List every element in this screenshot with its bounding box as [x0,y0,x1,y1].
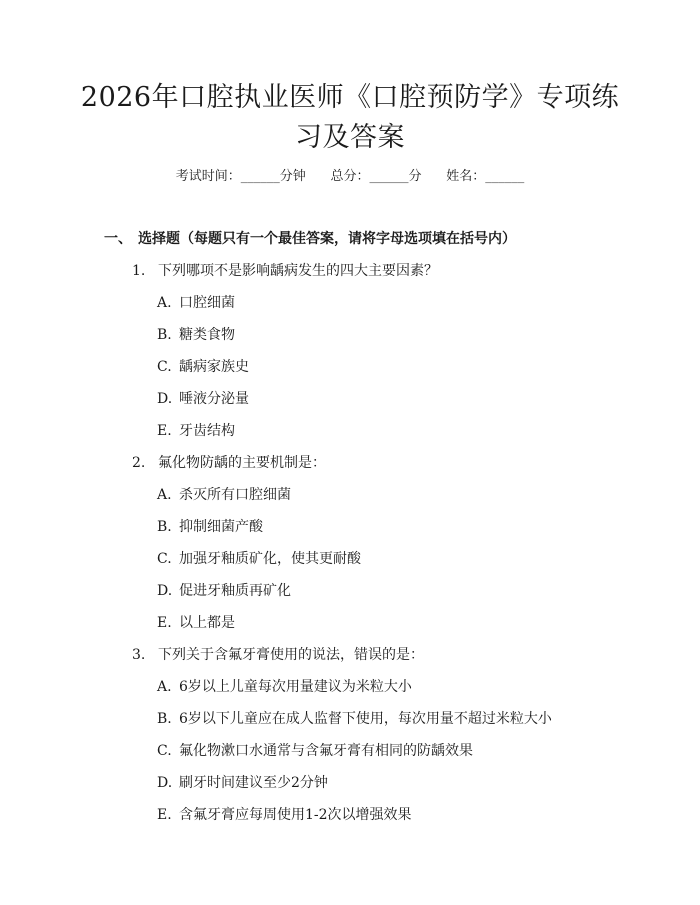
section-title: 选择题（每题只有一个最佳答案，请将字母选项填在括号内） [138,231,516,247]
option-letter: B. [157,519,172,535]
question-text: 氟化物防龋的主要机制是： [158,455,326,471]
option-text: 加强牙釉质矿化，使其更耐酸 [179,551,361,567]
document-title [60,78,640,158]
option-text: 糖类食物 [179,327,235,343]
option-3a [157,677,412,697]
option-text: 抑制细菌产酸 [179,519,263,535]
question-1 [132,261,438,281]
option-letter: A. [157,295,172,311]
option-letter: E. [157,615,172,631]
option-text: 6岁以下儿童应在成人监督下使用，每次用量不超过米粒大小 [179,711,552,727]
option-2d [157,581,291,601]
option-text: 6岁以上儿童每次用量建议为米粒大小 [179,679,412,695]
option-text: 促进牙釉质再矿化 [179,583,291,599]
question-number: 1. [132,263,146,279]
option-letter: C. [157,743,172,759]
section-number: 一、 [104,231,132,247]
option-letter: D. [157,775,173,791]
option-letter: C. [157,551,172,567]
option-3d [157,773,328,793]
option-letter: B. [157,327,172,343]
option-text: 含氟牙膏应每周使用1-2次以增强效果 [179,807,412,823]
option-text: 杀灭所有口腔细菌 [179,487,291,503]
title-line-2: 习及答案 [295,122,405,153]
option-1d [157,389,249,409]
title-line-1: 2026年口腔执业医师《口腔预防学》专项练 [80,82,620,113]
option-letter: A. [157,487,172,503]
option-letter: E. [157,423,172,439]
option-letter: A. [157,679,172,695]
question-text: 下列哪项不是影响龋病发生的四大主要因素？ [158,263,438,279]
option-1c [157,357,249,377]
question-3 [132,645,424,665]
option-3c [157,741,473,761]
option-text: 刷牙时间建议至少2分钟 [179,775,328,791]
option-letter: D. [157,583,173,599]
option-1b [157,325,235,345]
option-letter: C. [157,359,172,375]
option-2a [157,485,291,505]
option-3e [157,805,412,825]
question-text: 下列关于含氟牙膏使用的说法，错误的是： [158,647,424,663]
option-1a [157,293,235,313]
option-letter: B. [157,711,172,727]
option-text: 龋病家族史 [179,359,249,375]
option-letter: D. [157,391,173,407]
option-1e [157,421,235,441]
option-2c [157,549,361,569]
option-text: 唾液分泌量 [179,391,249,407]
option-text: 氟化物漱口水通常与含氟牙膏有相同的防龋效果 [179,743,473,759]
question-number: 3. [132,647,146,663]
option-2e [157,613,235,633]
option-text: 牙齿结构 [179,423,235,439]
question-number: 2. [132,455,146,471]
section-heading [104,229,516,249]
option-text: 以上都是 [179,615,235,631]
option-3b [157,709,552,729]
option-letter: E. [157,807,172,823]
exam-info-line: 考试时间：______分钟 总分：______分 姓名：______ [175,169,525,184]
option-text: 口腔细菌 [179,295,235,311]
question-2 [132,453,326,473]
option-2b [157,517,263,537]
